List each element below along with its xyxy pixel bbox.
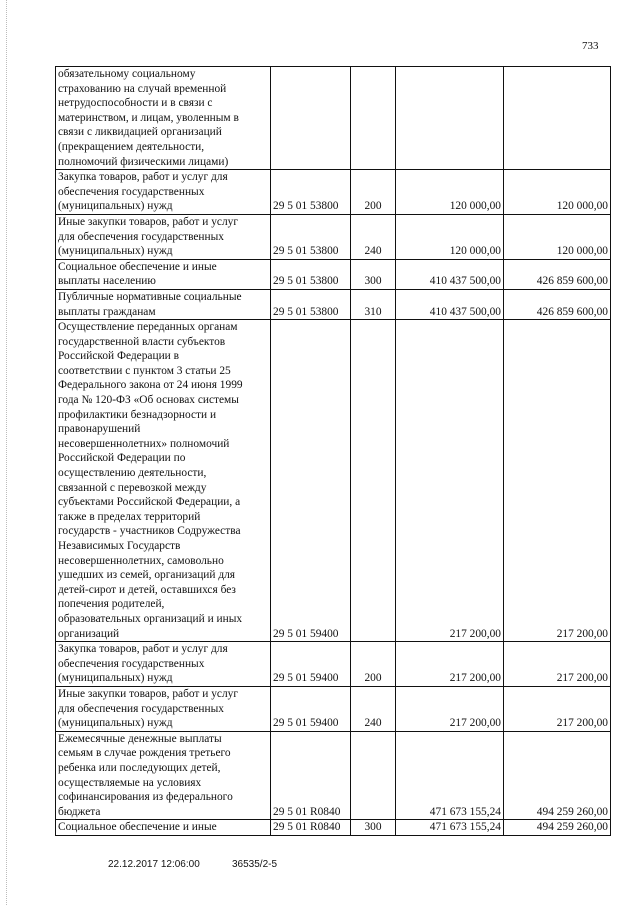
amount-2019-cell: 494 259 260,00 (504, 820, 611, 836)
expense-name-line: государств - участников Содружества (58, 525, 241, 538)
target-article-code-cell: 29 5 01 59400 (271, 320, 351, 642)
amount-2019-cell: 120 000,00 (504, 170, 611, 215)
expense-name-line: связанной с перевозкой между (58, 481, 207, 494)
expense-type-cell: 200 (351, 170, 396, 215)
target-article-code-cell: 29 5 01 59400 (271, 686, 351, 731)
expense-name-line: (муниципальных) нужд (58, 672, 173, 685)
expense-name-line: для обеспечения государственных (58, 702, 224, 715)
table-row (56, 67, 611, 170)
amount-2018-cell: 217 200,00 (396, 320, 504, 642)
expense-name-line: попечения родителей, (58, 598, 165, 611)
expense-name-line: (прекращением деятельности, (58, 140, 205, 153)
expense-name-line: года № 120-ФЗ «Об основах системы (58, 394, 239, 407)
expense-name-line: нетрудоспособности и в связи с (58, 97, 213, 110)
expense-name-line: материнством, и лицам, уволенным в (58, 111, 239, 124)
amount-2018-cell: 120 000,00 (396, 214, 504, 259)
amount-2019-cell: 217 200,00 (504, 320, 611, 642)
expense-name-cell (56, 214, 271, 259)
amount-2019-cell: 426 859 600,00 (504, 289, 611, 319)
expense-name-line: софинансирования из федерального (58, 791, 233, 804)
target-article-code-cell: 29 5 01 53800 (271, 170, 351, 215)
table-row (56, 731, 611, 820)
expense-name-line: Социальное обеспечение и иные (58, 260, 217, 273)
expense-name-line: связи с ликвидацией организаций (58, 126, 222, 139)
table-row (56, 259, 611, 289)
expense-name-line: Публичные нормативные социальные (58, 290, 242, 303)
expense-type-cell: 310 (351, 289, 396, 319)
expense-name-line: Осуществление переданных органам (58, 321, 238, 334)
expense-name-cell (56, 320, 271, 642)
expense-name-cell (56, 289, 271, 319)
target-article-code-cell: 29 5 01 53800 (271, 214, 351, 259)
expense-name-line: Закупка товаров, работ и услуг для (58, 171, 228, 184)
amount-2018-cell: 217 200,00 (396, 642, 504, 687)
expense-type-cell: 240 (351, 686, 396, 731)
expense-name-cell (56, 170, 271, 215)
expense-name-line: Иные закупки товаров, работ и услуг (58, 215, 239, 228)
expense-type-cell: 200 (351, 642, 396, 687)
amount-2018-cell: 471 673 155,24 (396, 820, 504, 836)
table-row (56, 170, 611, 215)
expense-name-line: соответствии с пунктом 3 статьи 25 (58, 364, 231, 377)
amount-2019-cell: 217 200,00 (504, 686, 611, 731)
expense-name-line: детей-сирот и детей, оставшихся без (58, 583, 236, 596)
expense-name-line: осуществлению деятельности, (58, 467, 207, 480)
amount-2019-cell (504, 67, 611, 170)
amount-2019-cell: 120 000,00 (504, 214, 611, 259)
expense-name-line: Российской Федерации по (58, 452, 186, 465)
expense-name-line: Иные закупки товаров, работ и услуг (58, 687, 239, 700)
expense-type-cell (351, 731, 396, 820)
expense-type-cell (351, 67, 396, 170)
expense-name-line: бюджета (58, 805, 101, 818)
expense-name-line: ребенка или последующих детей, (58, 761, 221, 774)
footer-document-id: 36535/2-5 (232, 859, 278, 870)
amount-2018-cell: 217 200,00 (396, 686, 504, 731)
expense-name-line: страхованию на случай временной (58, 82, 227, 95)
footer-timestamp: 22.12.2017 12:06:00 (108, 859, 200, 870)
expense-name-line: государственной власти субъектов (58, 335, 226, 348)
table-row (56, 642, 611, 687)
expense-name-line: (муниципальных) нужд (58, 200, 173, 213)
expense-name-cell (56, 642, 271, 687)
expense-name-line: Закупка товаров, работ и услуг для (58, 643, 228, 656)
expense-name-line: полномочий физическими лицами) (58, 155, 229, 168)
expense-name-cell (56, 820, 271, 836)
expense-name-line: субъектами Российской Федерации, а (58, 496, 241, 509)
target-article-code-cell: 29 5 01 R0840 (271, 820, 351, 836)
expense-name-line: обязательному социальному (58, 68, 196, 80)
table-row (56, 820, 611, 836)
expense-name-cell (56, 731, 271, 820)
amount-2019-cell: 217 200,00 (504, 642, 611, 687)
target-article-code-cell: 29 5 01 R0840 (271, 731, 351, 820)
expense-name-line: правонарушений (58, 423, 141, 436)
expense-name-line: осуществляемые на условиях (58, 776, 202, 789)
amount-2018-cell: 471 673 155,24 (396, 731, 504, 820)
expense-type-cell: 300 (351, 820, 396, 836)
expense-name-line: (муниципальных) нужд (58, 245, 173, 258)
expense-name-line: организаций (58, 627, 120, 640)
expense-name-line: выплаты населению (58, 275, 156, 288)
expense-name-line: обеспечения государственных (58, 185, 205, 198)
target-article-code-cell: 29 5 01 53800 (271, 289, 351, 319)
expense-name-line: для обеспечения государственных (58, 230, 224, 243)
amount-2018-cell: 410 437 500,00 (396, 259, 504, 289)
table-row (56, 214, 611, 259)
amount-2019-cell: 426 859 600,00 (504, 259, 611, 289)
expense-name-line: профилактики безнадзорности и (58, 408, 217, 421)
target-article-code-cell (271, 67, 351, 170)
expense-type-cell: 300 (351, 259, 396, 289)
expense-name-line: несовершеннолетних» полномочий (58, 437, 230, 450)
expense-name-line: (муниципальных) нужд (58, 717, 173, 730)
target-article-code-cell: 29 5 01 53800 (271, 259, 351, 289)
budget-table-body (56, 67, 611, 836)
amount-2018-cell: 410 437 500,00 (396, 289, 504, 319)
expense-name-line: Независимых Государств (58, 540, 181, 552)
expense-name-line: обеспечения государственных (58, 657, 205, 670)
scan-edge-artifact (6, 0, 7, 905)
expense-name-line: несовершеннолетних, самовольно (58, 554, 224, 567)
expense-name-cell (56, 259, 271, 289)
expense-name-line: образовательных организаций и иных (58, 612, 243, 625)
expense-name-cell (56, 686, 271, 731)
expense-name-line: также в пределах территорий (58, 510, 201, 523)
expense-name-line: Федерального закона от 24 июня 1999 (58, 379, 243, 392)
table-row (56, 320, 611, 642)
expense-type-cell: 240 (351, 214, 396, 259)
expense-name-cell (56, 67, 271, 170)
table-row (56, 289, 611, 319)
expense-type-cell (351, 320, 396, 642)
expense-name-line: выплаты гражданам (58, 305, 156, 318)
expense-name-line: Российской Федерации в (58, 350, 180, 363)
expense-name-line: Социальное обеспечение и иные (58, 821, 217, 834)
amount-2018-cell (396, 67, 504, 170)
expense-name-line: ушедших из семей, организаций для (58, 569, 236, 582)
budget-table (55, 66, 611, 836)
target-article-code-cell: 29 5 01 59400 (271, 642, 351, 687)
amount-2019-cell: 494 259 260,00 (504, 731, 611, 820)
amount-2018-cell: 120 000,00 (396, 170, 504, 215)
expense-name-line: Ежемесячные денежные выплаты (58, 732, 222, 745)
page-number: 733 (582, 40, 599, 52)
table-row (56, 686, 611, 731)
expense-name-line: семьям в случае рождения третьего (58, 747, 231, 760)
